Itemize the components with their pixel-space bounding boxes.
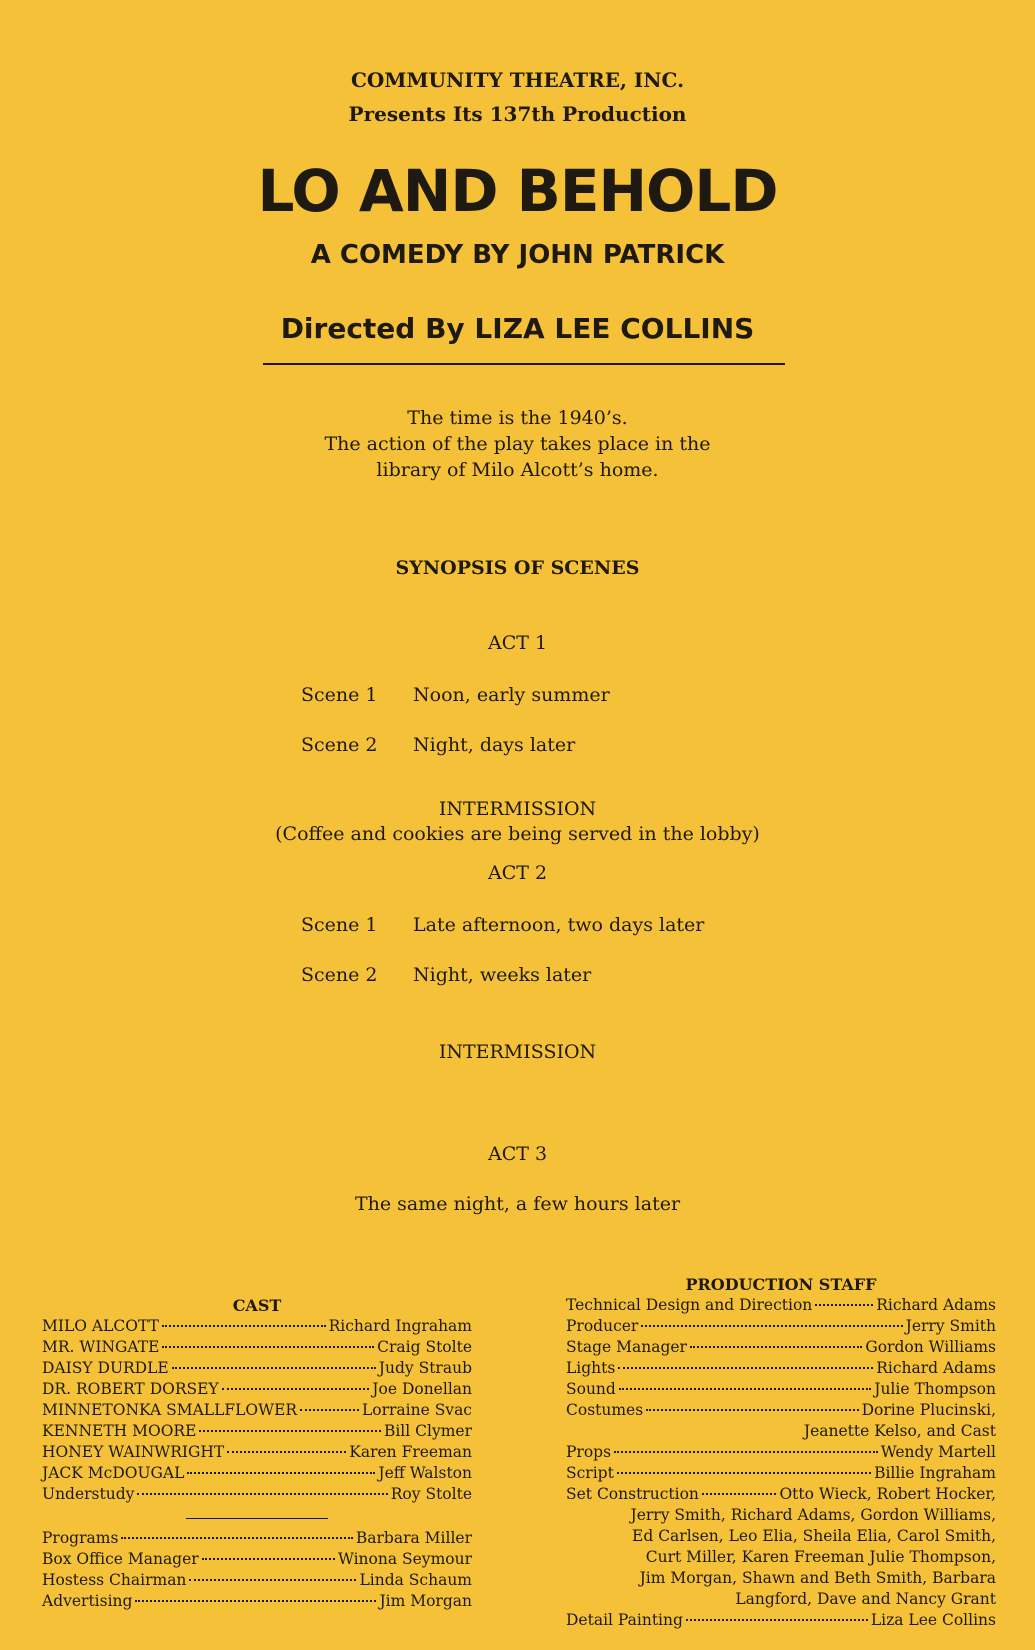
role: Producer [566,1317,639,1335]
person: Jim Morgan [379,1592,472,1610]
leader-dots [199,1430,381,1432]
leader-dots [137,1493,387,1495]
leader-dots [300,1409,359,1411]
play-title: LO AND BEHOLD [257,157,778,225]
production-staff-heading: PRODUCTION STAFF [685,1275,877,1294]
role: DR. ROBERT DORSEY [42,1380,219,1398]
cast-row [42,1485,472,1506]
person: Richard Adams [876,1296,996,1314]
leader-dots [187,1472,375,1474]
act-2-scene-1 [301,914,704,936]
production-staff-list [566,1296,996,1632]
performer: Craig Stolte [377,1338,472,1356]
leader-dots [618,1367,873,1369]
person: Dorine Plucinski, [861,1401,996,1419]
role: Advertising [42,1592,133,1610]
leader-dots [686,1619,868,1621]
scene-description: Late afternoon, two days later [413,914,705,936]
person: Jerry Smith [905,1317,996,1335]
leader-dots [702,1493,777,1495]
intermission-1: INTERMISSION [438,798,597,820]
leader-dots [121,1537,352,1539]
role: Understudy [42,1485,135,1503]
leader-dots [614,1451,878,1453]
scene-description: Night, days later [413,734,576,756]
performer: Bill Clymer [383,1422,472,1440]
support-row [42,1592,472,1613]
setting-line: The time is the 1940’s. [407,407,628,429]
cast-row [42,1317,472,1338]
staff-row [566,1317,996,1338]
costumes-continued: Jeanette Kelso, and Cast [803,1422,996,1440]
setting-line: The action of the play takes place in the [324,433,711,455]
role: Lights [566,1359,616,1377]
role: Technical Design and Direction [566,1296,813,1314]
leader-dots [222,1388,370,1390]
scene-number: Scene 1 [301,914,378,936]
scene-number: Scene 1 [301,684,378,706]
leader-dots [135,1600,376,1602]
leader-dots [690,1346,862,1348]
intermission-2: INTERMISSION [438,1041,597,1063]
staff-row [566,1338,996,1359]
person: Richard Adams [876,1359,996,1377]
staff-row [566,1485,996,1506]
leader-dots [189,1579,356,1581]
act-1-scene-2 [301,734,575,756]
leader-dots [646,1409,858,1411]
performer: Judy Straub [378,1359,472,1377]
person: Billie Ingraham [874,1464,996,1482]
staff-row [566,1296,996,1317]
performer: Richard Ingraham [328,1317,472,1335]
staff-row [566,1611,996,1632]
act-1-label: ACT 1 [487,632,548,654]
support-row [42,1529,472,1550]
staff-row [566,1443,996,1464]
role: KENNETH MOORE [42,1422,197,1440]
person: Gordon Williams [865,1338,996,1356]
role: Programs [42,1529,119,1547]
play-subtitle: A COMEDY BY JOHN PATRICK [310,240,725,270]
set-construction-continued: Ed Carlsen, Leo Elia, Sheila Elia, Carol Smith, [632,1527,996,1545]
header-divider [263,363,785,365]
act-3-description: The same night, a few hours later [354,1193,681,1215]
cast-row [42,1359,472,1380]
cast-row [42,1338,472,1359]
role: MILO ALCOTT [42,1317,159,1335]
person: Julie Thompson [874,1380,996,1398]
scene-description: Noon, early summer [413,684,610,706]
role: Props [566,1443,612,1461]
person: Wendy Martell [880,1443,996,1461]
cast-row [42,1464,472,1485]
act-2-scene-2 [301,964,591,986]
organization-name: COMMUNITY THEATRE, INC. [350,68,685,92]
performer: Jeff Walston [378,1464,472,1482]
set-construction-continued: Langford, Dave and Nancy Grant [735,1590,996,1608]
cast-divider [186,1518,328,1519]
scene-number: Scene 2 [301,734,378,756]
role: HONEY WAINWRIGHT [42,1443,225,1461]
role: Hostess Chairman [42,1571,187,1589]
support-staff-list [42,1529,472,1613]
leader-dots [815,1304,873,1306]
performer: Roy Stolte [390,1485,472,1503]
intermission-note: (Coffee and cookies are being served in the lobby) [275,823,760,845]
staff-row [566,1380,996,1401]
director-credit: Directed By LIZA LEE COLLINS [280,312,755,345]
cast-row [42,1443,472,1464]
role: JACK McDOUGAL [42,1464,185,1482]
role: Costumes [566,1401,644,1419]
act-3-label: ACT 3 [487,1143,548,1165]
set-construction-continued: Jim Morgan, Shawn and Beth Smith, Barbara [639,1569,996,1587]
leader-dots [162,1325,326,1327]
act-1-scene-1 [301,684,610,706]
leader-dots [162,1346,374,1348]
performer: Lorraine Svac [361,1401,472,1419]
role: MR. WINGATE [42,1338,160,1356]
leader-dots [641,1325,902,1327]
support-row [42,1571,472,1592]
scene-number: Scene 2 [301,964,378,986]
staff-row [566,1359,996,1380]
set-construction-continued: Curt Miller, Karen Freeman Julie Thompson, [645,1548,996,1566]
role: Stage Manager [566,1338,687,1356]
scene-description: Night, weeks later [413,964,592,986]
production-number: Presents Its 137th Production [348,102,687,126]
leader-dots [202,1558,335,1560]
leader-dots [619,1388,871,1390]
cast-list [42,1317,472,1506]
act-2-label: ACT 2 [487,862,548,884]
staff-row [566,1464,996,1485]
performer: Joe Donellan [372,1380,472,1398]
synopsis-heading: SYNOPSIS OF SCENES [395,557,640,579]
role: DAISY DURDLE [42,1359,169,1377]
cast-row [42,1380,472,1401]
set-construction-continued: Jerry Smith, Richard Adams, Gordon Williams, [630,1506,996,1524]
role: Box Office Manager [42,1550,199,1568]
role: Detail Painting [566,1611,683,1629]
role: Sound [566,1380,616,1398]
setting-line: library of Milo Alcott’s home. [376,459,659,481]
person: Barbara Miller [355,1529,472,1547]
leader-dots [172,1367,376,1369]
staff-row [566,1401,996,1422]
person: Winona Seymour [337,1550,472,1568]
person: Otto Wieck, Robert Hocker, [779,1485,996,1503]
cast-row [42,1422,472,1443]
role: Set Construction [566,1485,699,1503]
leader-dots [227,1451,346,1453]
role: Script [566,1464,614,1482]
cast-heading: CAST [232,1296,282,1315]
leader-dots [617,1472,871,1474]
support-row [42,1550,472,1571]
role: MINNETONKA SMALLFLOWER [42,1401,298,1419]
person: Linda Schaum [359,1571,472,1589]
performer: Karen Freeman [349,1443,472,1461]
cast-row [42,1401,472,1422]
setting-description [0,405,1035,483]
person: Liza Lee Collins [870,1611,996,1629]
